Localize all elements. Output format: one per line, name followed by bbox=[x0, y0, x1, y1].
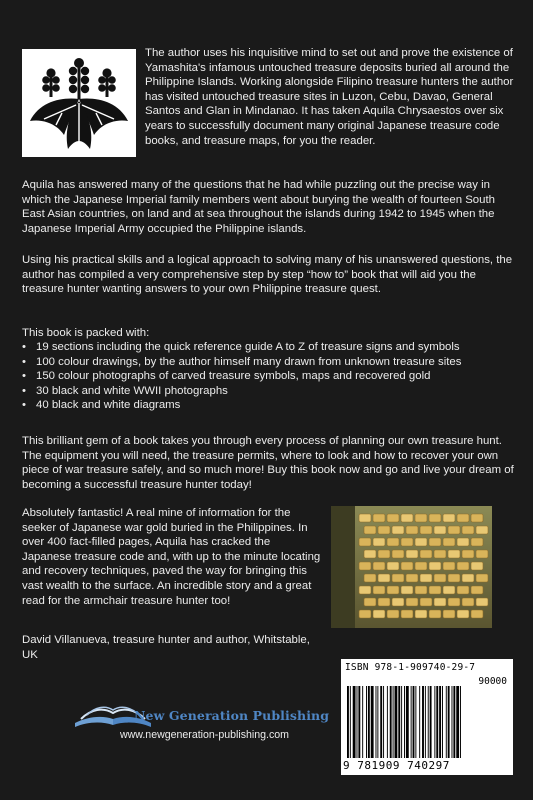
price-code: 90000 bbox=[478, 676, 507, 687]
barcode-digits: 9 781909 740297 bbox=[343, 759, 450, 772]
isbn-barcode bbox=[341, 659, 513, 775]
review-quote: Absolutely fantastic! A real mine of information for the seeker of Japanese war gold buried in the Philippines. In over 400 fact-filled pages, Aquila has cracked the Japanese treasure code and, with up to the minute locating and recovery techniques, paved the way for bringing this vast wealth to the surface. An incredible story and a great read for the armchair treasure hunter too! bbox=[22, 507, 321, 607]
paulownia-crest-icon bbox=[22, 49, 136, 157]
bullet-marker: • bbox=[22, 370, 26, 383]
list-item bbox=[22, 398, 522, 413]
review-attribution: David Villanueva, treasure hunter and author, Whitstable, UK bbox=[22, 634, 310, 661]
list-item-text: 100 colour drawings, by the author himself many drawn from unknown treasure sites bbox=[36, 355, 462, 368]
gold-bars-photo bbox=[331, 506, 492, 628]
approach-paragraph: Using his practical skills and a logical approach to solving many of his unanswered questions, the author has compiled a very comprehensive step by step “how to” book that will aid you the treasure hunter wanting answers to your own Philippine treasure quest. bbox=[22, 254, 513, 296]
contents-heading: This book is packed with: bbox=[22, 327, 150, 339]
list-item bbox=[22, 384, 522, 399]
bullet-marker: • bbox=[22, 399, 26, 412]
publisher-name: New Generation Publishing bbox=[134, 708, 330, 723]
promo-paragraph: This brilliant gem of a book takes you through every process of planning our own treasure hunt. The equipment you will need, the treasure permits, where to look and how to recover your own piece of war treasure safely, and so much more! Buy this book now and go and live your dream of becoming a successful treasure hunter today! bbox=[22, 435, 514, 491]
publisher-url[interactable]: www.newgeneration-publishing.com bbox=[120, 729, 290, 741]
list-item bbox=[22, 340, 522, 355]
intro-paragraph: The author uses his inquisitive mind to set out and prove the existence of Yamashita's infamous untouched treasure deposits buried all around the Philippine Islands. Working alongside Filipino treasure hunters the author has visited untouched treasure sites in Luzon, Cebu, Davao, General Santos and Glan in Mindanao. It has taken Aquila Chrysaestos over six years to successfully document many original Japanese treasure code books, and treasure maps, for you the reader. bbox=[145, 47, 514, 147]
list-item-text: 150 colour photographs of carved treasure symbols, maps and recovered gold bbox=[36, 370, 431, 383]
list-item bbox=[22, 355, 522, 370]
list-item bbox=[22, 369, 522, 384]
history-paragraph: Aquila has answered many of the questions that he had while puzzling out the precise way in which the Japanese Imperial family members went about burying the wealth of fourteen South East Asian countries, on land and at sea throughout the islands during 1942 to 1945 when the Japanese Imperial Army occupied the Philippine islands. bbox=[22, 179, 495, 235]
list-item-text: 30 black and white WWII photographs bbox=[36, 384, 228, 397]
bullet-marker: • bbox=[22, 384, 26, 397]
barcode-bars bbox=[345, 686, 509, 758]
bullet-marker: • bbox=[22, 355, 26, 368]
list-item-text: 40 black and white diagrams bbox=[36, 399, 181, 412]
list-item-text: 19 sections including the quick reference guide A to Z of treasure signs and symbols bbox=[36, 341, 460, 353]
bullet-marker: • bbox=[22, 341, 26, 353]
isbn-label: ISBN 978-1-909740-29-7 bbox=[345, 662, 476, 673]
contents-list bbox=[22, 340, 522, 413]
